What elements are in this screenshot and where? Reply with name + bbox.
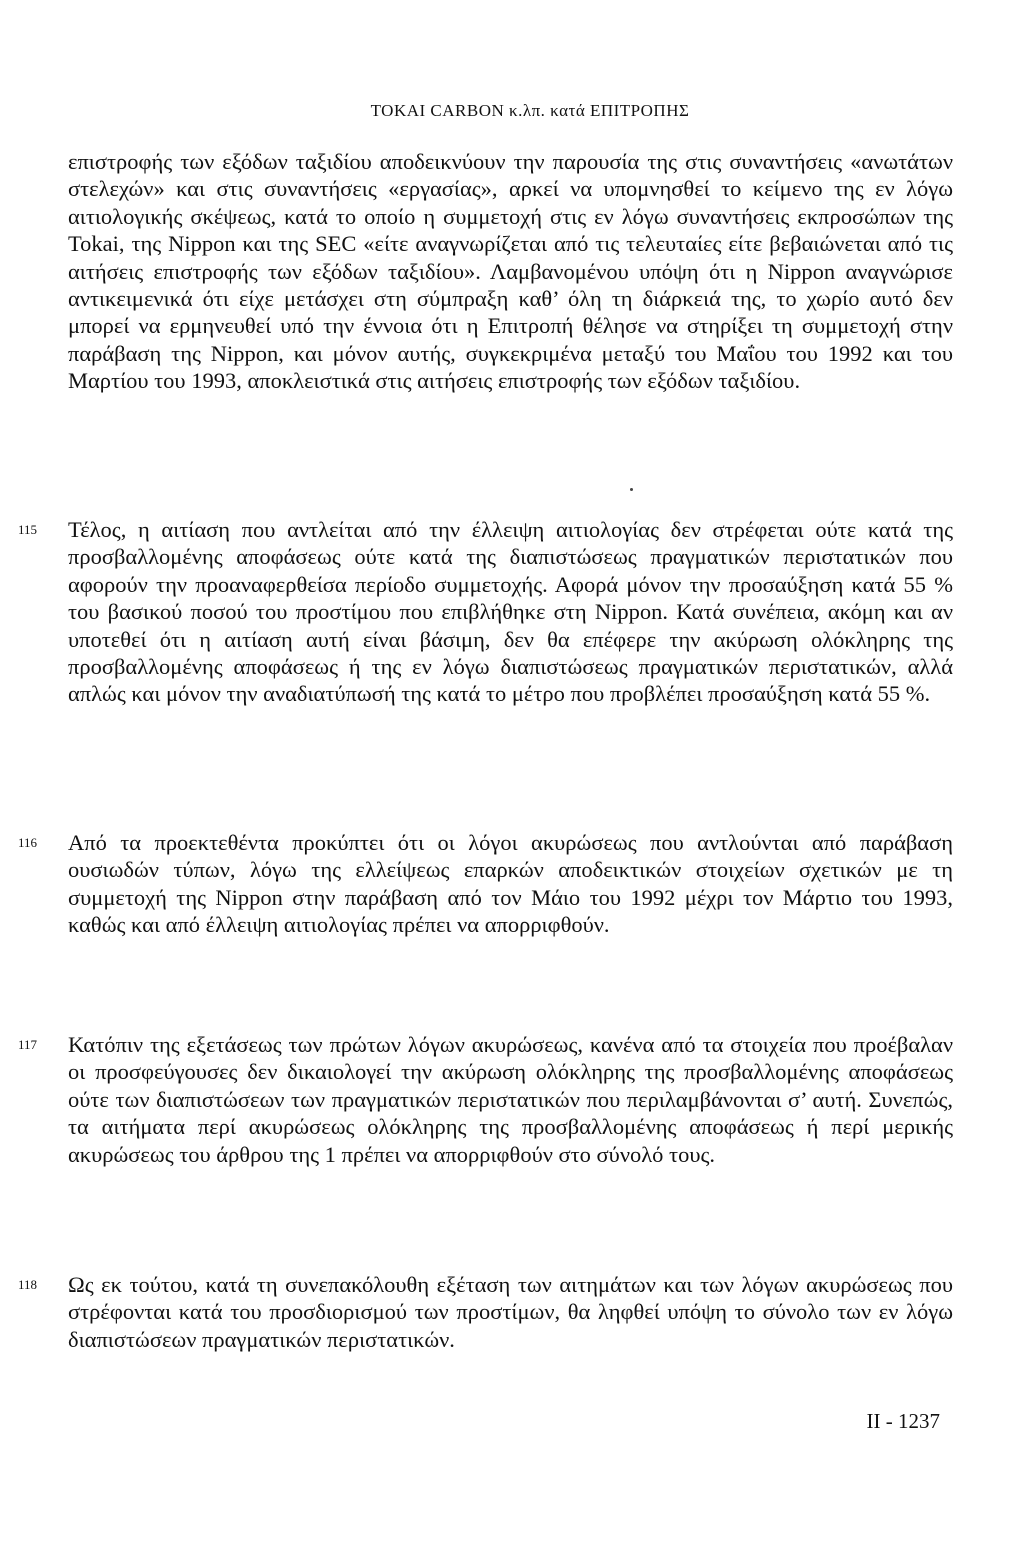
paragraph-number-115: 115 [18,522,38,537]
paragraph-number-118: 118 [18,1277,38,1292]
paragraph-116: Από τα προεκτεθέντα προκύπτει ότι οι λόγοι ακυρώσεως που αντλούνται από παράβαση ουσιωδών τύπων, λόγω της ελλείψεως επαρκών αποδεικτικών στοιχείων σχετικών με τη συμμετοχή της Nippon στην παράβαση από τον Μάιο του 1992 μέχρι τον Μάρτιο του 1993, καθώς και από έλλειψη αιτιολογίας πρέπει να απορριφθούν. [68,830,953,938]
paragraph-continuation: επιστροφής των εξόδων ταξιδίου αποδεικνύουν την παρουσία της στις συναντήσεις «ανωτάτων στελεχών» και στις συναντήσεις «εργασίας», αρκεί να υπομνησθεί το κείμενο της εν λόγω αιτιολογικής σκέψεως, κατά το οποίο η συμμετοχή στις εν λόγω συναντήσεις εκπροσώπων της Tokai, της Nippon και της SEC «είτε αναγνωρίζεται από τις τελευταίες είτε βεβαιώνεται από τις αιτήσεις επιστροφής των εξόδων ταξιδίου». Λαμβανομένου υπόψη ότι η Nippon αναγνώρισε αντικειμενικά ότι είχε μετάσχει στη σύμπραξη καθ’ όλη τη διάρκειά της, το χωρίο αυτό δεν μπορεί να ερμηνευθεί υπό την έννοια ότι η Επιτροπή θέλησε να στηρίξει τη συμμετοχή στην παράβαση της Nippon, και μόνον αυτής, συγκεκριμένα μεταξύ του Μαΐου του 1992 και του Μαρτίου του 1993, αποκλειστικά στις αιτήσεις επιστροφής των εξόδων ταξιδίου. [68,149,953,394]
page-number: II - 1237 [866,1409,940,1433]
paragraph-118: Ως εκ τούτου, κατά τη συνεπακόλουθη εξέταση των αιτημάτων και των λόγων ακυρώσεως που στρέφονται κατά του προσδιορισμού των προστίμων, θα ληφθεί υπόψη το σύνολο των εν λόγω διαπιστώσεων πραγματικών περιστατικών. [68,1272,953,1352]
paragraph-number-116: 116 [18,835,38,850]
running-header: TOKAI CARBON κ.λπ. κατά ΕΠΙΤΡΟΠΗΣ [370,101,690,120]
paragraph-number-117: 117 [18,1037,38,1052]
paragraph-115: Τέλος, η αιτίαση που αντλείται από την έλλειψη αιτιολογίας δεν στρέφεται ούτε κατά της προσβαλλομένης αποφάσεως ούτε κατά της διαπιστώσεως πραγματικών περιστατικών που αφορούν την προαναφερθείσα περίοδο συμμετοχής. Αφορά μόνον την προσαύξηση κατά 55 % του βασικού ποσού του προστίμου που επιβλήθηκε στη Nippon. Κατά συνέπεια, ακόμη και αν υποτεθεί ότι η αιτίαση αυτή είναι βάσιμη, δεν θα επέφερε την ακύρωση ολόκληρης της προσβαλλομένης αποφάσεως ή της εν λόγω διαπιστώσεως πραγματικών περιστατικών, αλλά απλώς και μόνον την αναδιατύπωσή της κατά το μέτρο που προβλέπει προσαύξηση κατά 55 %. [68,517,953,707]
paragraph-117: Κατόπιν της εξετάσεως των πρώτων λόγων ακυρώσεως, κανένα από τα στοιχεία που προέβαλαν οι προσφεύγουσες δεν δικαιολογεί την ακύρωση ολόκληρης της προσβαλλομένης αποφάσεως ούτε των διαπιστώσεων των πραγματικών περιστατικών που περιλαμβάνονται σ’ αυτή. Συνεπώς, τα αιτήματα περί ακυρώσεως ολόκληρης της προσβαλλομένης αποφάσεως ή περί μερικής ακυρώσεως του άρθρου της 1 πρέπει να απορριφθούν στο σύνολό τους. [68,1032,953,1167]
stray-mark [630,488,633,491]
